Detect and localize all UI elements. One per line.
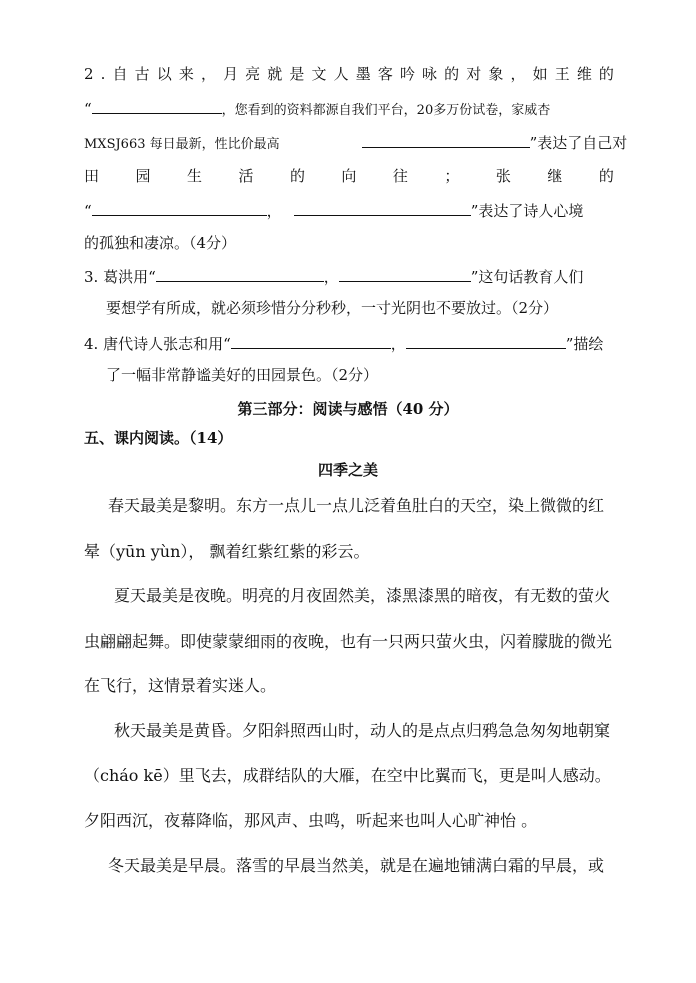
answer-blank[interactable] <box>362 132 530 148</box>
char: 吟 <box>399 65 415 83</box>
char: 往 <box>392 167 408 185</box>
char: 自 <box>112 65 128 83</box>
char: 的 <box>598 65 614 83</box>
char: 人 <box>333 65 349 83</box>
char: . <box>100 65 106 83</box>
char: 是 <box>289 65 305 83</box>
answer-blank[interactable] <box>339 266 471 282</box>
reading-p1-line1: 春天最美是黎明。东方一点儿一点儿泛着鱼肚白的天空，染上微微的红 <box>108 496 605 515</box>
char: ， <box>200 65 216 83</box>
char: 以 <box>156 65 172 83</box>
char: 亮 <box>245 65 261 83</box>
q4-close-text: ”描绘 <box>565 335 604 353</box>
q2-close-text: ”表达了诗人心境 <box>470 202 584 220</box>
open-quote: “ <box>84 100 92 118</box>
char: 的 <box>598 167 614 185</box>
answer-blank[interactable] <box>92 200 267 216</box>
answer-blank[interactable] <box>156 266 324 282</box>
q2-close-text: ”表达了自己对 <box>529 134 628 152</box>
char: 向 <box>341 167 357 185</box>
char: 文 <box>311 65 327 83</box>
char: 王 <box>554 65 570 83</box>
reading-p2-line2: 虫翩翩起舞。即使蒙蒙细雨的夜晚，也有一只两只萤火虫，闪着朦胧的微光 <box>84 632 613 651</box>
char: 月 <box>223 65 239 83</box>
q2-line6: 的孤独和凄凉。（4分） <box>84 234 237 252</box>
char: 张 <box>495 167 511 185</box>
q2-line3 <box>84 132 628 152</box>
comma: ， <box>266 202 282 220</box>
char: 继 <box>547 167 563 185</box>
comma: ， <box>390 335 406 353</box>
reading-p2-line3: 在飞行，这情景着实迷人。 <box>84 676 277 695</box>
char: 象 <box>488 65 504 83</box>
char: 2 <box>84 65 94 83</box>
char: ； <box>444 167 460 185</box>
char: 如 <box>532 65 548 83</box>
reading-p4-line1: 冬天最美是早晨。落雪的早晨当然美，就是在遍地铺满白霜的早晨，或 <box>108 856 605 875</box>
q4-line1 <box>84 333 614 353</box>
section3-title: 第三部分：阅读与感悟（40 分） <box>237 400 459 418</box>
char: 古 <box>134 65 150 83</box>
reading-p3-line3: 夕阳西沉，夜幕降临，那风声、虫鸣，听起来也叫人心旷神怡 。 <box>84 811 538 830</box>
q3-line1 <box>84 266 614 286</box>
q4-prefix: 4. 唐代诗人张志和用“ <box>84 335 231 353</box>
watermark-text: ，您看到的资料都源自我们平台，20多万份试卷，家威杏 <box>221 103 551 118</box>
char: 对 <box>466 65 482 83</box>
char: 的 <box>444 65 460 83</box>
answer-blank[interactable] <box>231 333 391 349</box>
char: 维 <box>576 65 592 83</box>
char: 客 <box>377 65 393 83</box>
char: 来 <box>178 65 194 83</box>
q3-close-text: ”这句话教育人们 <box>470 268 584 286</box>
char: 的 <box>289 167 305 185</box>
q2-line1 <box>84 64 614 84</box>
q2-line4 <box>84 166 614 186</box>
reading-p3-line2: （cháo kē）里飞去，成群结队的大雁，在空中比翼而飞，更是叫人感动。 <box>84 766 611 785</box>
reading-title: 四季之美 <box>317 461 378 479</box>
comma: ， <box>323 268 339 286</box>
answer-blank[interactable] <box>92 98 222 114</box>
watermark-text: MXSJ663 每日最新，性比价最高 <box>84 137 280 152</box>
reading-p3-line1: 秋天最美是黄昏。夕阳斜照西山时，动人的是点点归鸦急急匆匆地朝窠 <box>114 721 611 740</box>
char: ， <box>510 65 526 83</box>
answer-blank[interactable] <box>294 200 471 216</box>
char: 园 <box>135 167 151 185</box>
char: 活 <box>238 167 254 185</box>
char: 生 <box>186 167 202 185</box>
char: 咏 <box>422 65 438 83</box>
answer-blank[interactable] <box>406 333 566 349</box>
section5-title: 五、课内阅读。（14） <box>84 429 233 447</box>
char: 墨 <box>355 65 371 83</box>
reading-p1-line2: 晕（yūn yùn）， 飘着红紫红紫的彩云。 <box>84 542 370 561</box>
open-quote: “ <box>84 202 92 220</box>
q3-prefix: 3. 葛洪用“ <box>84 268 156 286</box>
q3-line2: 要想学有所成，就必须珍惜分分秒秒，一寸光阴也不要放过。（2分） <box>106 299 559 317</box>
q2-line2 <box>84 98 614 118</box>
q2-line5 <box>84 200 614 220</box>
char: 就 <box>267 65 283 83</box>
char: 田 <box>84 167 100 185</box>
q4-line2: 了一幅非常静谧美好的田园景色。（2分） <box>106 366 379 384</box>
reading-p2-line1: 夏天最美是夜晚。明亮的月夜固然美，漆黑漆黑的暗夜，有无数的萤火 <box>114 586 611 605</box>
